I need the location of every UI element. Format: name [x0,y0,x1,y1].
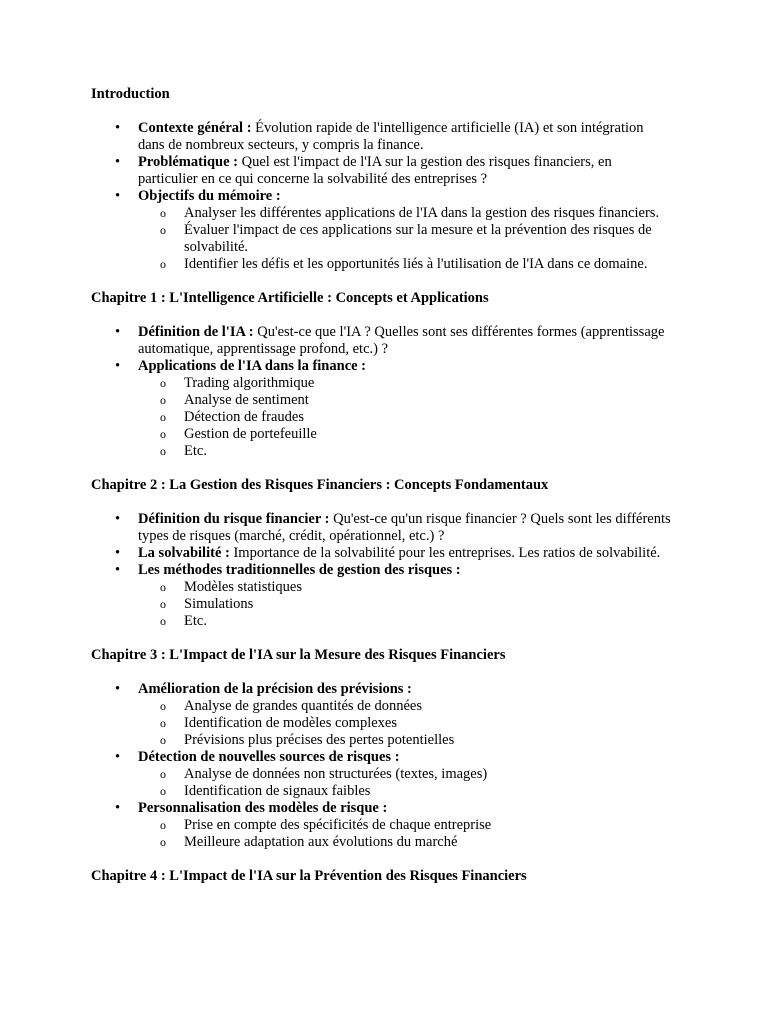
item-text: Importance de la solvabilité pour les entreprises. Les ratios de solvabilité. [229,545,661,561]
circle-bullet-icon: o [160,580,166,594]
list-item [91,511,671,545]
sub-list-item [138,392,671,409]
sub-item-text: Meilleure adaptation aux évolutions du marché [184,834,458,850]
circle-bullet-icon: o [160,427,166,441]
sub-list-item [138,817,671,834]
bullet-list [91,324,671,460]
circle-bullet-icon: o [160,597,166,611]
sub-item-text: Analyse de grandes quantités de données [184,698,422,714]
list-item [91,681,671,749]
sub-list-item [138,205,671,222]
bullet-icon: • [115,749,121,765]
item-text: Évolution rapide de l'intelligence artificielle (IA) et son intégration dans de nombreux secteurs, y compris la finance. [138,120,644,153]
list-item [91,800,671,851]
sub-item-text: Prévisions plus précises des pertes potentielles [184,732,455,748]
circle-bullet-icon: o [160,614,166,628]
item-label: La solvabilité : [138,545,230,561]
item-text: Qu'est-ce qu'un risque financier ? Quels sont les différents types de risques (marché, crédit, opérationnel, etc.) ? [138,511,671,544]
sub-item-text: Analyse de sentiment [184,392,309,408]
sub-item-text: Etc. [184,613,207,629]
list-item [91,120,671,154]
circle-bullet-icon: o [160,444,166,458]
sub-list-item [138,596,671,613]
bullet-icon: • [115,154,121,170]
bullet-icon: • [115,358,121,374]
bullet-icon: • [115,800,121,816]
list-item [91,358,671,460]
bullet-icon: • [115,120,121,136]
item-text: Quel est l'impact de l'IA sur la gestion des risques financiers, en particulier en ce qui concerne la solvabilité des entreprises ? [138,154,612,187]
sub-item-text: Simulations [184,596,254,612]
item-label: Contexte général : [138,120,252,136]
bullet-icon: • [115,188,121,204]
bullet-list [91,681,671,851]
circle-bullet-icon: o [160,835,166,849]
sub-item-text: Identification de signaux faibles [184,783,371,799]
list-item [91,545,671,562]
sub-list-item [138,426,671,443]
circle-bullet-icon: o [160,699,166,713]
section-heading: Introduction [91,86,170,102]
list-item [91,562,671,630]
circle-bullet-icon: o [160,223,166,237]
sub-item-text: Évaluer l'impact de ces applications sur la mesure et la prévention des risques de solvabilité. [184,222,652,255]
section-heading: Chapitre 3 : L'Impact de l'IA sur la Mesure des Risques Financiers [91,647,506,663]
document-page [91,86,671,885]
item-label: Applications de l'IA dans la finance : [138,358,367,374]
list-item [91,324,671,358]
bullet-icon: • [115,562,121,578]
section-introduction [91,86,671,273]
sub-list [138,375,671,460]
sub-item-text: Etc. [184,443,207,459]
section-heading: Chapitre 2 : La Gestion des Risques Financiers : Concepts Fondamentaux [91,477,549,493]
item-text: Qu'est-ce que l'IA ? Quelles sont ses différentes formes (apprentissage automatique, apprentissage profond, etc.) ? [138,324,665,357]
section-chapitre-3 [91,647,671,851]
sub-list-item [138,256,671,273]
circle-bullet-icon: o [160,410,166,424]
item-label: Détection de nouvelles sources de risques : [138,749,400,765]
item-label: Problématique : [138,154,239,170]
sub-list-item [138,698,671,715]
sub-list [138,579,671,630]
sub-list-item [138,409,671,426]
item-label: Les méthodes traditionnelles de gestion des risques : [138,562,461,578]
sub-list-item [138,443,671,460]
sub-list-item [138,715,671,732]
circle-bullet-icon: o [160,257,166,271]
circle-bullet-icon: o [160,206,166,220]
circle-bullet-icon: o [160,716,166,730]
sub-item-text: Trading algorithmique [184,375,315,391]
item-label: Personnalisation des modèles de risque : [138,800,388,816]
sub-list [138,698,671,749]
list-item [91,188,671,273]
section-heading: Chapitre 4 : L'Impact de l'IA sur la Prévention des Risques Financiers [91,868,527,884]
section-chapitre-4 [91,868,671,885]
sub-list-item [138,579,671,596]
bullet-list [91,120,671,273]
sub-item-text: Gestion de portefeuille [184,426,317,442]
sub-list-item [138,783,671,800]
sub-item-text: Modèles statistiques [184,579,303,595]
sub-item-text: Identification de modèles complexes [184,715,397,731]
bullet-icon: • [115,511,121,527]
sub-list [138,817,671,851]
sub-item-text: Analyse de données non structurées (textes, images) [184,766,488,782]
circle-bullet-icon: o [160,784,166,798]
sub-list [138,766,671,800]
section-chapitre-1 [91,290,671,460]
sub-list [138,205,671,273]
item-label: Objectifs du mémoire : [138,188,281,204]
item-label: Définition de l'IA : [138,324,254,340]
bullet-list [91,511,671,630]
list-item [91,154,671,188]
sub-item-text: Prise en compte des spécificités de chaque entreprise [184,817,492,833]
circle-bullet-icon: o [160,767,166,781]
sub-list-item [138,613,671,630]
sub-list-item [138,732,671,749]
circle-bullet-icon: o [160,376,166,390]
sub-item-text: Détection de fraudes [184,409,304,425]
list-item [91,749,671,800]
sub-list-item [138,766,671,783]
sub-item-text: Identifier les défis et les opportunités liés à l'utilisation de l'IA dans ce domaine. [184,256,648,272]
item-label: Amélioration de la précision des prévisions : [138,681,412,697]
bullet-icon: • [115,545,121,561]
circle-bullet-icon: o [160,733,166,747]
item-label: Définition du risque financier : [138,511,330,527]
bullet-icon: • [115,324,121,340]
section-heading: Chapitre 1 : L'Intelligence Artificielle : Concepts et Applications [91,290,489,306]
sub-item-text: Analyser les différentes applications de l'IA dans la gestion des risques financiers. [184,205,660,221]
section-chapitre-2 [91,477,671,630]
sub-list-item [138,834,671,851]
circle-bullet-icon: o [160,393,166,407]
bullet-icon: • [115,681,121,697]
sub-list-item [138,222,671,256]
circle-bullet-icon: o [160,818,166,832]
sub-list-item [138,375,671,392]
